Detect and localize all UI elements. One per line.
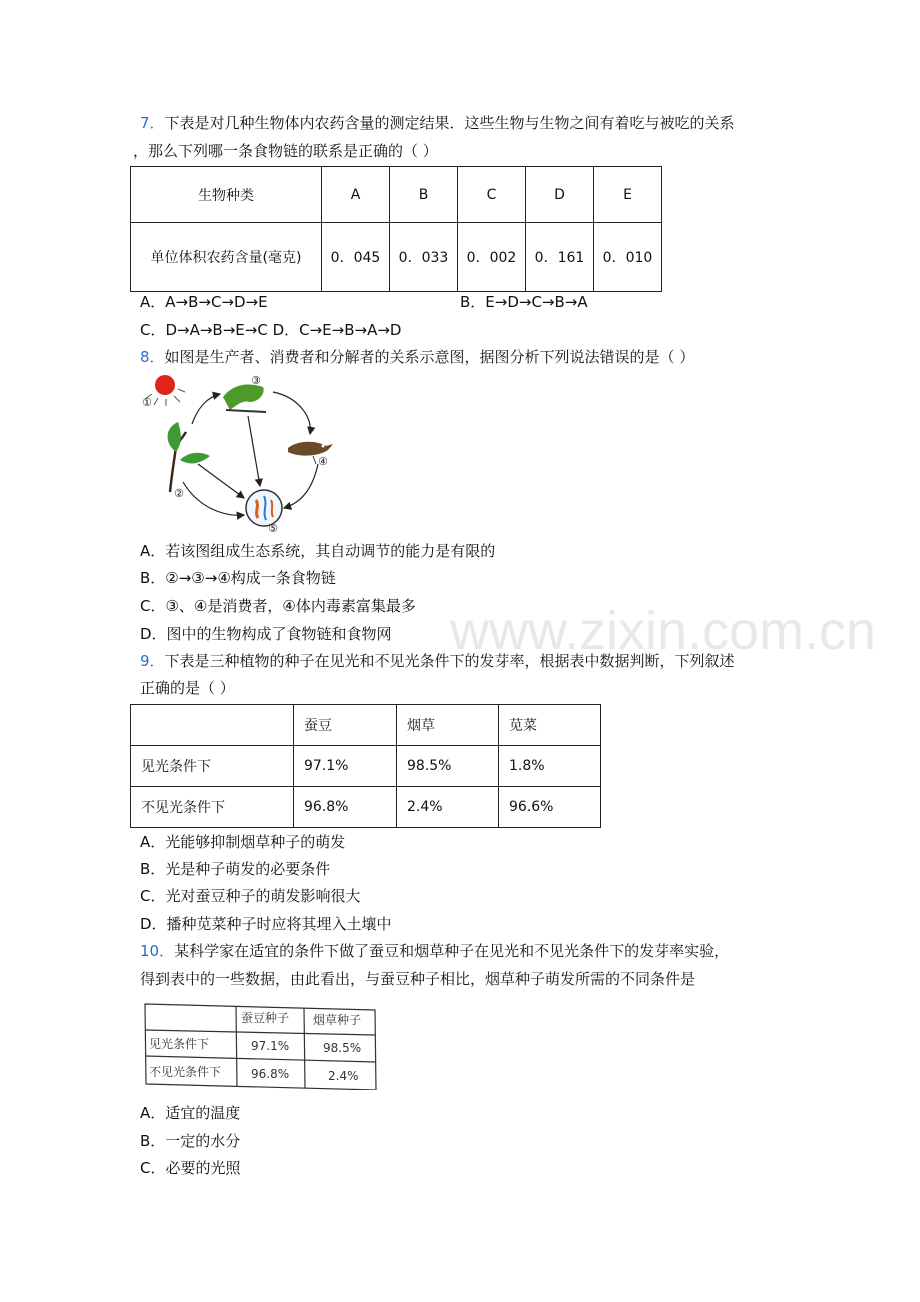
q10-stem-line1: 10．某科学家在适宜的条件下做了蚕豆和烟草种子在见光和不见光条件下的发芽率实验， [140, 942, 730, 960]
q10-option-b: B．一定的水分 [140, 1132, 241, 1150]
table-cell: 烟草 [397, 705, 499, 746]
table-cell: 1.8% [499, 746, 601, 787]
table-cell: 0．161 [526, 223, 594, 292]
table-cell: C [458, 167, 526, 223]
table-cell: 2.4% [397, 787, 499, 828]
table-cell [131, 705, 294, 746]
img-header-2: 烟草种子 [313, 1013, 362, 1027]
watermark: www.zixin.com.cn [450, 601, 877, 661]
q7-table [130, 166, 662, 292]
q8-option-b: B．②→③→④构成一条食物链 [140, 569, 336, 587]
label-5: ⑤ [268, 522, 278, 534]
bird-icon [288, 442, 333, 456]
branch-line [226, 410, 266, 412]
q8-option-d: D．图中的生物构成了食物链和食物网 [140, 625, 392, 643]
leaf-icon [168, 422, 181, 452]
q10-number: 10． [140, 942, 175, 960]
img-row2-label: 不见光条件下 [149, 1065, 222, 1079]
q10-table-image [143, 1000, 377, 1090]
q7-option-a: A．A→B→C→D→E [140, 293, 268, 311]
table-cell: 单位体积农药含量(毫克) [131, 223, 322, 292]
table-cell: 96.6% [499, 787, 601, 828]
img-row2-v2: 2.4% [328, 1069, 359, 1083]
q9-option-b: B．光是种子萌发的必要条件 [140, 860, 331, 878]
sun-icon [155, 375, 175, 395]
q7-stem-line2: ，那么下列哪一条食物链的联系是正确的（ ） [133, 142, 438, 160]
label-2: ② [174, 487, 184, 500]
caterpillar-icon [223, 384, 264, 410]
q9-option-a: A．光能够抑制烟草种子的萌发 [140, 833, 346, 851]
q9-option-c: C．光对蚕豆种子的萌发影响很大 [140, 887, 361, 905]
table-cell: 蚕豆 [294, 705, 397, 746]
table-row [131, 167, 662, 223]
table-cell: 96.8% [294, 787, 397, 828]
q10-option-a: A．适宜的温度 [140, 1104, 241, 1122]
table-row [131, 705, 601, 746]
img-row2-v1: 96.8% [251, 1067, 290, 1081]
table-cell: D [526, 167, 594, 223]
q9-option-d: D．播种苋菜种子时应将其埋入土壤中 [140, 915, 392, 933]
leaf-icon [180, 453, 210, 464]
table-cell: 0．045 [322, 223, 390, 292]
q8-stem: 8．如图是生产者、消费者和分解者的关系示意图，据图分析下列说法错误的是（ ） [140, 348, 695, 366]
table-cell: 0．010 [594, 223, 662, 292]
table-cell: E [594, 167, 662, 223]
q7-number: 7． [140, 114, 165, 132]
label-3: ③ [251, 374, 261, 387]
table-cell: 97.1% [294, 746, 397, 787]
q8-number: 8． [140, 348, 165, 366]
img-header-1: 蚕豆种子 [241, 1011, 290, 1025]
img-row1-v2: 98.5% [323, 1041, 362, 1055]
ecosystem-diagram [138, 372, 348, 534]
table-cell: 不见光条件下 [131, 787, 294, 828]
q10-stem-line2: 得到表中的一些数据，由此看出，与蚕豆种子相比，烟草种子萌发所需的不同条件是 [140, 970, 696, 988]
table-row [131, 223, 662, 292]
img-row1-label: 见光条件下 [149, 1037, 210, 1051]
table-cell: A [322, 167, 390, 223]
table-cell: B [390, 167, 458, 223]
q9-stem-line1: 9．下表是三种植物的种子在见光和不见光条件下的发芽率，根据表中数据判断，下列叙述 [140, 652, 735, 670]
q7-stem-line1: 7．下表是对几种生物体内农药含量的测定结果．这些生物与生物之间有着吃与被吃的关系 [140, 114, 735, 132]
table-row [131, 746, 601, 787]
q8-option-a: A．若该图组成生态系统，其自动调节的能力是有限的 [140, 542, 496, 560]
table-cell: 见光条件下 [131, 746, 294, 787]
q7-option-b: B．E→D→C→B→A [460, 293, 588, 311]
q9-stem-line2: 正确的是（ ） [140, 679, 235, 697]
table-cell: 生物种类 [131, 167, 322, 223]
img-row1-v1: 97.1% [251, 1039, 290, 1053]
table-cell: 0．033 [390, 223, 458, 292]
label-1: ① [142, 396, 152, 409]
q9-table [130, 704, 601, 828]
q9-number: 9． [140, 652, 165, 670]
table-cell: 苋菜 [499, 705, 601, 746]
table-row [131, 787, 601, 828]
table-cell: 0．002 [458, 223, 526, 292]
table-cell: 98.5% [397, 746, 499, 787]
q7-option-cd: C．D→A→B→E→C D．C→E→B→A→D [140, 321, 402, 339]
q10-option-c: C．必要的光照 [140, 1159, 241, 1177]
q8-option-c: C．③、④是消费者，④体内毒素富集最多 [140, 597, 416, 615]
label-4: ④ [318, 455, 328, 468]
